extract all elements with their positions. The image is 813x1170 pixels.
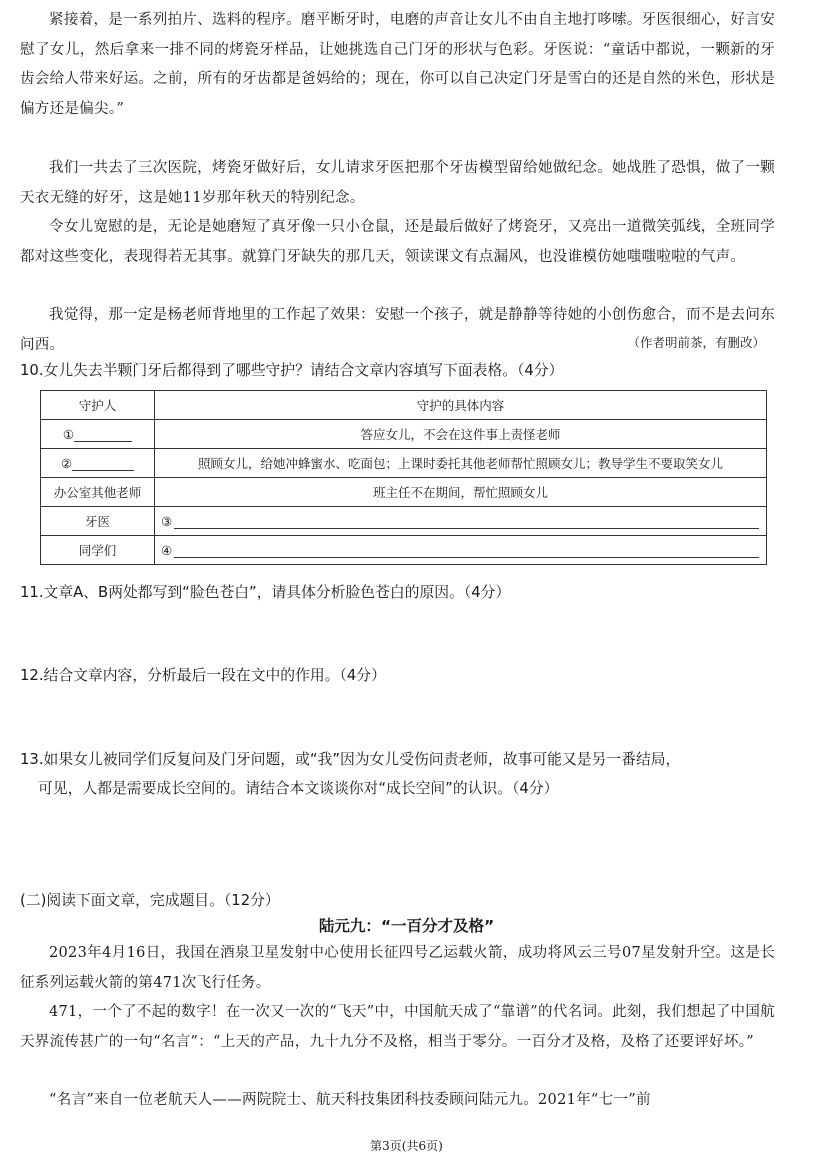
table-header-row [41, 391, 767, 420]
question-13 [20, 745, 780, 803]
source-note: （作者明前茶，有删改） [627, 335, 765, 350]
table-row [41, 507, 767, 536]
answer-line-4[interactable] [174, 543, 759, 558]
question-11: 11.文章A、B两处都写到“脸色苍白”，请具体分析脸色苍白的原因。（4分） [20, 584, 511, 601]
article-paragraph-2: 471，一个了不起的数字！在一次又一次的“飞天”中，中国航天成了“靠谱”的代名词。此刻，我们想起了中国航天界流传甚广的一句“名言”：“上天的产品，九十九分不及格，相当于零分。一百分才及格，及格了还要评好坏。” [20, 1004, 775, 1050]
question-13-line-2: 可见，人都是需要成长空间的。请结合本文谈谈你对“成长空间”的认识。（4分） [38, 780, 559, 797]
table-row [41, 536, 767, 565]
question-12: 12.结合文章内容，分析最后一段在文中的作用。（4分） [20, 667, 386, 684]
page-footer: 第3页(共6页) [370, 1139, 443, 1153]
passage-paragraph-4: 我觉得，那一定是杨老师背地里的工作起了效果：安慰一个孩子，就是静静等待她的小创伤愈合，而不是去问东问西。 [20, 307, 775, 353]
article-title: 陆元九：“一百分才及格” [318, 917, 495, 935]
answer-blank-2[interactable] [72, 456, 134, 471]
question-13-line-1: 13.如果女儿被同学们反复问及门牙问题，或“我”因为女儿受伤问责老师，故事可能又是另一番结局， [20, 751, 681, 768]
passage-paragraph-3: 令女儿宽慰的是，无论是她磨短了真牙像一只小仓鼠，还是最后做好了烤瓷牙，又亮出一道微笑弧线，全班同学都对这些变化，表现得若无其事。就算门牙缺失的那几天，领读课文有点漏风，也没谁模仿她嗤嗤啦啦的气声。 [20, 219, 775, 265]
content-cell: ③ [155, 507, 767, 536]
passage-paragraph-2: 我们一共去了三次医院，烤瓷牙做好后，女儿请求牙医把那个牙齿模型留给她做纪念。她战胜了恐惧，做了一颗天衣无缝的好牙，这是她11岁那年秋天的特别纪念。 [20, 160, 775, 206]
guardian-table [40, 390, 767, 565]
guardian-cell: 牙医 [41, 507, 155, 536]
content-cell: 班主任不在期间，帮忙照顾女儿 [155, 478, 767, 507]
content-cell: ④ [155, 536, 767, 565]
question-10: 10.女儿失去半颗门牙后都得到了哪些守护？请结合文章内容填写下面表格。（4分） [20, 362, 564, 379]
header-guardian: 守护人 [41, 391, 155, 420]
guardian-cell: ② [41, 449, 155, 478]
passage-paragraph-1: 紧接着，是一系列拍片、选料的程序。磨平断牙时，电磨的声音让女儿不由自主地打哆嗦。牙医很细心，好言安慰了女儿，然后拿来一排不同的烤瓷牙样品，让她挑选自己门牙的形状与色彩。牙医说：“童话中都说，一颗新的牙齿会给人带来好运。之前，所有的牙齿都是爸妈给的；现在，你可以自己决定门牙是雪白的还是自然的米色，形状是偏方还是偏尖。” [20, 12, 775, 117]
article-paragraph-3: “名言”来自一位老航天人——两院院士、航天科技集团科技委顾问陆元九。2021年“七一”前 [49, 1092, 651, 1108]
header-content: 守护的具体内容 [155, 391, 767, 420]
table-row [41, 478, 767, 507]
content-cell: 答应女儿，不会在这件事上责怪老师 [155, 420, 767, 449]
table-row [41, 420, 767, 449]
answer-line-3[interactable] [174, 514, 759, 529]
guardian-cell: 办公室其他老师 [41, 478, 155, 507]
guardian-cell: 同学们 [41, 536, 155, 565]
answer-blank-1[interactable] [74, 427, 132, 442]
guardian-cell: ① [41, 420, 155, 449]
content-cell: 照顾女儿，给她冲蜂蜜水、吃面包；上课时委托其他老师帮忙照顾女儿；教导学生不要取笑女儿 [155, 449, 767, 478]
table-row [41, 449, 767, 478]
article-paragraph-1: 2023年4月16日，我国在酒泉卫星发射中心使用长征四号乙运载火箭，成功将风云三号07星发射升空。这是长征系列运载火箭的第471次飞行任务。 [20, 945, 775, 991]
section-heading: (二)阅读下面文章，完成题目。（12分） [20, 892, 280, 909]
